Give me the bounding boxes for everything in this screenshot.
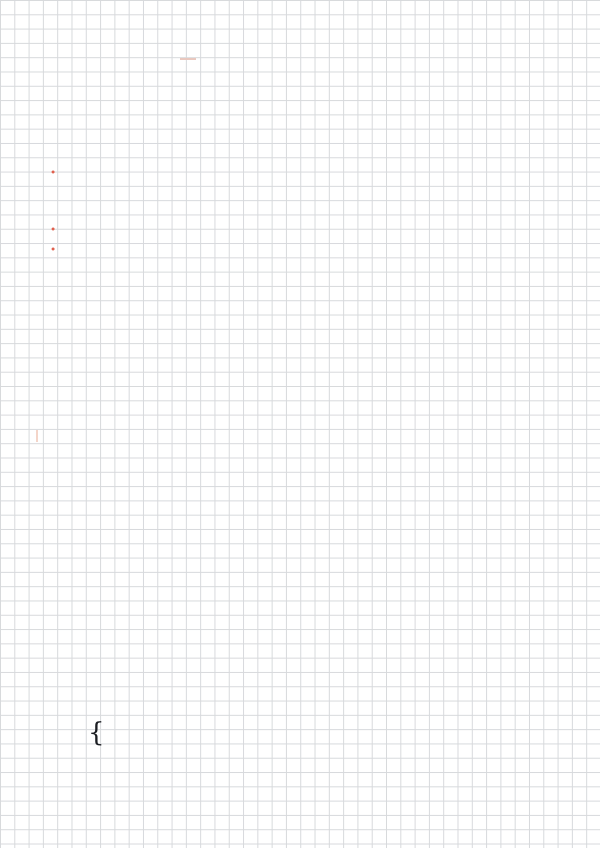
laplace-equation: [50, 244, 56, 257]
example-line: [50, 167, 56, 180]
bullet-icon: •: [50, 167, 57, 179]
heat-equation: [50, 224, 56, 237]
bullet-icon: •: [50, 224, 57, 236]
brace-icon: {: [88, 718, 105, 748]
example-line: [36, 430, 38, 443]
page-title: [180, 58, 196, 60]
bullet-icon: •: [50, 244, 57, 256]
